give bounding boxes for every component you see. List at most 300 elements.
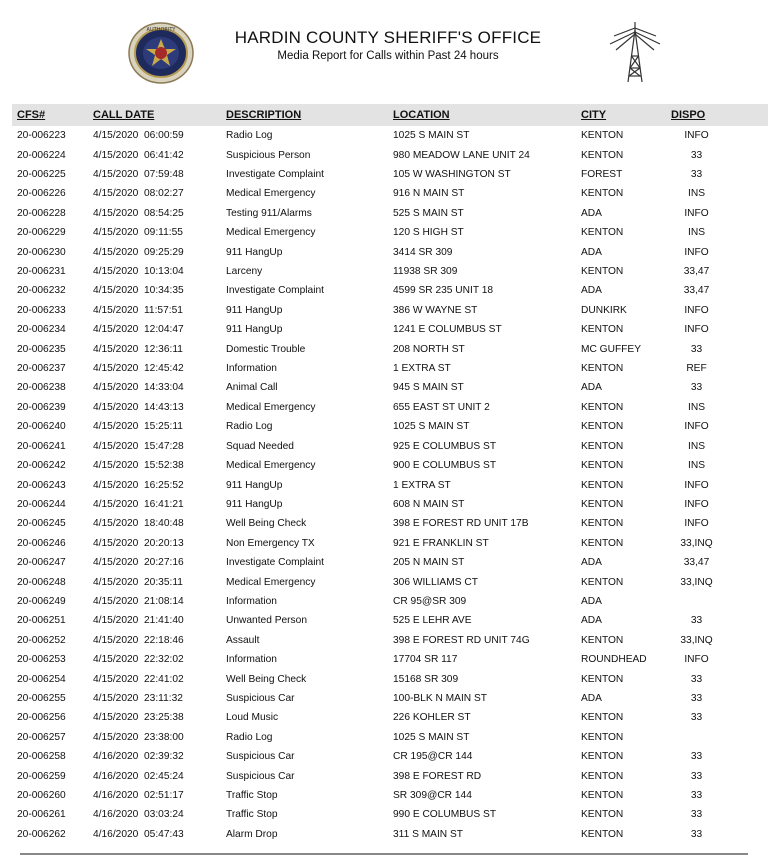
cell-location: CR 195@CR 144 [393,751,473,763]
cell-call-date [93,165,226,184]
cell-call-date [93,301,226,320]
cell-city: ADA [581,692,602,704]
call-date: 4/15/2020 [93,479,139,491]
cell-cfs: 20-006242 [17,460,66,472]
cell-cfs: 20-006223 [17,130,66,142]
cell-cfs: 20-006258 [17,751,66,763]
call-date: 4/15/2020 [93,227,139,239]
cell-dispo: INFO [684,498,709,510]
call-time: 06:41:42 [144,149,184,161]
cell-call-date [93,378,226,397]
table-row [12,766,768,785]
cell-city: KENTON [581,673,624,685]
call-time: 12:36:11 [144,343,183,355]
call-time: 10:13:04 [144,266,184,278]
cell-location: 1 EXTRA ST [393,479,451,491]
table-row [12,669,768,688]
cell-city: MC GUFFEY [581,343,641,355]
cell-city: KENTON [581,576,624,588]
cell-description: Animal Call [226,382,278,394]
cell-city: KENTON [581,751,624,763]
call-time: 09:11:55 [144,227,183,239]
cell-city: KENTON [581,460,624,472]
call-time: 15:25:11 [144,421,183,433]
cell-description: Well Being Check [226,673,307,685]
cell-cfs: 20-006229 [17,227,66,239]
cell-city: ROUNDHEAD [581,654,647,666]
call-date: 4/15/2020 [93,557,139,569]
cell-call-date [93,572,226,591]
table-row [12,242,768,261]
table-row [12,514,768,533]
cell-location: 1241 E COLUMBUS ST [393,324,502,336]
cell-cfs: 20-006247 [17,557,66,569]
cell-cfs: 20-006240 [17,421,66,433]
report-header [0,0,772,100]
call-time: 14:43:13 [144,401,184,413]
cell-location: 398 E FOREST RD [393,770,482,782]
call-date: 4/16/2020 [93,770,139,782]
cell-description: Traffic Stop [226,809,278,821]
cell-dispo: 33 [690,809,703,821]
cell-cfs: 20-006243 [17,479,66,491]
cell-call-date [93,766,226,785]
cell-call-date [93,475,226,494]
cell-city: KENTON [581,421,624,433]
cell-city: KENTON [581,634,624,646]
table-row [12,223,768,242]
column-header-call-date: CALL DATE [93,109,155,121]
cell-call-date [93,495,226,514]
call-time: 02:45:24 [144,770,184,782]
call-date: 4/16/2020 [93,790,139,802]
cell-city: KENTON [581,537,624,549]
cell-cfs: 20-006244 [17,498,66,510]
call-date: 4/15/2020 [93,654,139,666]
call-time: 02:51:17 [144,790,184,802]
table-row [12,456,768,475]
cell-location: 208 NORTH ST [393,343,465,355]
call-date: 4/15/2020 [93,421,139,433]
table-row [12,728,768,747]
cell-location: 900 E COLUMBUS ST [393,460,497,472]
bottom-divider [20,853,748,855]
cell-city: KENTON [581,518,624,530]
cell-location: 1025 S MAIN ST [393,130,470,142]
cell-call-date [93,650,226,669]
cell-cfs: 20-006234 [17,324,66,336]
cell-cfs: 20-006226 [17,188,66,200]
cell-description: Alarm Drop [226,828,278,840]
cell-dispo: INFO [684,654,709,666]
cell-dispo: 33,47 [683,557,710,569]
cell-dispo: INS [688,188,705,200]
call-time: 20:20:13 [144,537,184,549]
cell-location: 608 N MAIN ST [393,498,465,510]
call-date: 4/15/2020 [93,634,139,646]
table-row [12,592,768,611]
call-date: 4/15/2020 [93,401,139,413]
calls-table-container [12,104,768,844]
cell-location: 386 W WAYNE ST [393,304,478,316]
call-time: 16:41:21 [144,498,184,510]
cell-dispo: 33 [690,615,703,627]
cell-location: 17704 SR 117 [393,654,458,666]
cell-dispo: 33,47 [683,266,710,278]
cell-cfs: 20-006245 [17,518,66,530]
cell-cfs: 20-006241 [17,440,66,452]
cell-location: 205 N MAIN ST [393,557,465,569]
table-row [12,262,768,281]
cell-dispo [671,592,768,611]
cell-description: Traffic Stop [226,790,278,802]
cell-dispo: 33 [690,828,703,840]
table-row [12,708,768,727]
call-time: 06:00:59 [144,130,184,142]
column-header-description: DESCRIPTION [226,109,302,121]
cell-city: KENTON [581,130,624,142]
cell-description: Radio Log [226,130,273,142]
column-header-dispo: DISPO [671,109,706,121]
table-body [12,126,768,844]
cell-call-date [93,145,226,164]
cell-location: 925 E COLUMBUS ST [393,440,497,452]
cell-dispo: INS [688,227,705,239]
cell-cfs: 20-006238 [17,382,66,394]
cell-location: 311 S MAIN ST [393,828,464,840]
cell-description: Information [226,595,277,607]
cell-location: 398 E FOREST RD UNIT 74G [393,634,530,646]
cell-dispo: 33 [690,692,703,704]
cell-call-date [93,204,226,223]
call-date: 4/16/2020 [93,828,139,840]
table-row [12,534,768,553]
call-time: 16:25:52 [144,479,184,491]
cell-description: Loud Music [226,712,279,724]
cell-description: Assault [226,634,260,646]
table-row [12,689,768,708]
cell-call-date [93,708,226,727]
cell-call-date [93,281,226,300]
cell-location: 3414 SR 309 [393,246,453,258]
table-row [12,320,768,339]
cell-location: 120 S HIGH ST [393,227,464,239]
call-time: 10:34:35 [144,285,184,297]
cell-call-date [93,825,226,844]
cell-description: Medical Emergency [226,460,316,472]
cell-dispo: 33 [690,343,703,355]
call-time: 22:41:02 [144,673,184,685]
cell-city: KENTON [581,731,624,743]
cell-call-date [93,456,226,475]
cell-location: 1025 S MAIN ST [393,421,470,433]
cell-description: Investigate Complaint [226,169,324,181]
cell-cfs: 20-006239 [17,401,66,413]
cell-city: ADA [581,595,602,607]
call-time: 11:57:51 [144,304,183,316]
cell-city: KENTON [581,324,624,336]
cell-city: KENTON [581,828,624,840]
table-header-row [12,104,768,126]
call-date: 4/15/2020 [93,615,139,627]
cell-call-date [93,631,226,650]
cell-call-date [93,184,226,203]
call-time: 12:45:42 [144,363,184,375]
cell-description: Information [226,654,277,666]
cell-description: 911 HangUp [226,304,283,316]
cell-location: 525 E LEHR AVE [393,615,472,627]
call-date: 4/15/2020 [93,363,139,375]
cell-call-date [93,514,226,533]
cell-cfs: 20-006252 [17,634,66,646]
cell-description: 911 HangUp [226,479,283,491]
table-row [12,165,768,184]
cell-cfs: 20-006261 [17,809,66,821]
cell-dispo: INFO [684,304,709,316]
cell-city: KENTON [581,790,624,802]
cell-description: Suspicious Car [226,692,295,704]
cell-cfs: 20-006246 [17,537,66,549]
call-time: 20:35:11 [144,576,183,588]
table-row [12,475,768,494]
call-date: 4/15/2020 [93,518,139,530]
call-time: 23:38:00 [144,731,184,743]
cell-call-date [93,786,226,805]
call-time: 23:25:38 [144,712,184,724]
cell-city: FOREST [581,169,623,181]
cell-city: ADA [581,285,602,297]
table-row [12,184,768,203]
cell-cfs: 20-006255 [17,692,66,704]
call-time: 21:41:40 [144,615,184,627]
call-date: 4/15/2020 [93,692,139,704]
cell-location: 11938 SR 309 [393,266,458,278]
cell-dispo: 33 [690,712,703,724]
cell-city: KENTON [581,149,624,161]
cell-city: KENTON [581,440,624,452]
cell-dispo: 33 [690,790,703,802]
call-time: 22:32:02 [144,654,184,666]
cell-description: Well Being Check [226,518,307,530]
table-row [12,378,768,397]
cell-city: ADA [581,382,602,394]
cell-location: 921 E FRANKLIN ST [393,537,489,549]
cell-dispo: INS [688,460,705,472]
page-title: HARDIN COUNTY SHERIFF'S OFFICE [234,28,542,47]
cell-call-date [93,359,226,378]
table-row [12,747,768,766]
cell-cfs: 20-006228 [17,207,66,219]
cell-call-date [93,417,226,436]
cell-dispo: 33,47 [683,285,710,297]
table-row [12,805,768,824]
cell-description: Suspicious Car [226,751,295,763]
radio-tower-icon [606,20,664,84]
cell-cfs: 20-006256 [17,712,66,724]
cell-description: Unwanted Person [226,615,307,627]
cell-cfs: 20-006253 [17,654,66,666]
call-time: 03:03:24 [144,809,184,821]
cell-dispo: 33 [690,751,703,763]
cell-description: Radio Log [226,421,273,433]
call-date: 4/15/2020 [93,207,139,219]
call-date: 4/15/2020 [93,246,139,258]
table-row [12,126,768,145]
cell-description: Investigate Complaint [226,285,324,297]
cell-city: KENTON [581,809,624,821]
badge-logo-text: AUTHORITY [146,27,176,33]
cell-city: KENTON [581,227,624,239]
call-date: 4/15/2020 [93,537,139,549]
cell-city: KENTON [581,266,624,278]
cell-location: 15168 SR 309 [393,673,459,685]
table-row [12,417,768,436]
cell-dispo: INFO [684,324,709,336]
cell-call-date [93,553,226,572]
cell-cfs: 20-006262 [17,828,66,840]
cell-location: 1 EXTRA ST [393,363,451,375]
cell-cfs: 20-006248 [17,576,66,588]
cell-cfs: 20-006257 [17,731,66,743]
cell-location: 990 E COLUMBUS ST [393,809,497,821]
cell-location: SR 309@CR 144 [393,790,472,802]
call-date: 4/15/2020 [93,130,139,142]
cell-description: 911 HangUp [226,498,283,510]
cell-description: 911 HangUp [226,246,283,258]
cell-city: KENTON [581,363,624,375]
cell-cfs: 20-006230 [17,246,66,258]
cell-dispo: 33 [690,673,703,685]
cell-description: Domestic Trouble [226,343,306,355]
calls-table [12,104,768,844]
call-time: 20:27:16 [144,557,184,569]
cell-dispo [671,728,768,747]
cell-dispo: INFO [684,479,709,491]
call-time: 18:40:48 [144,518,184,530]
cell-city: ADA [581,246,602,258]
cell-description: Medical Emergency [226,401,316,413]
call-time: 21:08:14 [144,595,184,607]
cell-call-date [93,126,226,145]
table-row [12,145,768,164]
call-date: 4/15/2020 [93,498,139,510]
cell-description: Medical Emergency [226,576,316,588]
cell-call-date [93,398,226,417]
cell-dispo: 33 [690,169,703,181]
cell-dispo: 33,INQ [680,537,713,549]
cell-cfs: 20-006260 [17,790,66,802]
cell-description: Non Emergency TX [226,537,315,549]
cell-city: KENTON [581,498,624,510]
call-time: 15:47:28 [144,440,184,452]
cell-cfs: 20-006233 [17,304,66,316]
call-date: 4/15/2020 [93,285,139,297]
call-date: 4/15/2020 [93,266,139,278]
call-date: 4/15/2020 [93,595,139,607]
table-row [12,398,768,417]
cell-location: 1025 S MAIN ST [393,731,470,743]
call-date: 4/15/2020 [93,169,139,181]
cell-location: 105 W WASHINGTON ST [393,169,511,181]
cell-call-date [93,262,226,281]
cell-cfs: 20-006225 [17,169,66,181]
cell-cfs: 20-006232 [17,285,66,297]
cell-location: 525 S MAIN ST [393,207,464,219]
cell-city: KENTON [581,479,624,491]
cell-dispo: 33,INQ [680,634,713,646]
cell-cfs: 20-006254 [17,673,66,685]
table-row [12,359,768,378]
call-time: 09:25:29 [144,246,184,258]
cell-location: 100-BLK N MAIN ST [393,692,487,704]
table-row [12,281,768,300]
call-date: 4/15/2020 [93,576,139,588]
table-row [12,611,768,630]
cell-call-date [93,242,226,261]
cell-description: Suspicious Person [226,149,311,161]
cell-dispo: INS [688,440,705,452]
cell-description: Radio Log [226,731,273,743]
cell-description: Investigate Complaint [226,557,324,569]
table-row [12,437,768,456]
cell-cfs: 20-006259 [17,770,66,782]
table-row [12,339,768,358]
cell-dispo: INFO [684,130,709,142]
cell-location: 655 EAST ST UNIT 2 [393,401,490,413]
cell-description: Squad Needed [226,440,294,452]
cell-location: 398 E FOREST RD UNIT 17B [393,518,529,530]
cell-description: Medical Emergency [226,188,316,200]
cell-location: 226 KOHLER ST [393,712,471,724]
cell-dispo: INS [688,401,705,413]
cell-description: Suspicious Car [226,770,295,782]
call-time: 15:52:38 [144,460,184,472]
cell-city: ADA [581,615,602,627]
cell-call-date [93,320,226,339]
call-time: 22:18:46 [144,634,184,646]
cell-dispo: REF [686,363,707,375]
call-date: 4/15/2020 [93,304,139,316]
cell-cfs: 20-006235 [17,343,66,355]
cell-cfs: 20-006249 [17,595,66,607]
cell-call-date [93,805,226,824]
cell-dispo: 33,INQ [680,576,713,588]
cell-location: CR 95@SR 309 [393,595,467,607]
cell-description: Larceny [226,266,263,278]
cell-location: 945 S MAIN ST [393,382,464,394]
page-subtitle: Media Report for Calls within Past 24 hours [277,50,499,62]
cell-location: 306 WILLIAMS CT [393,576,478,588]
cell-call-date [93,611,226,630]
cell-call-date [93,728,226,747]
column-header-cfs: CFS# [17,109,46,121]
cell-description: 911 HangUp [226,324,283,336]
table-row [12,786,768,805]
cell-call-date [93,534,226,553]
call-date: 4/15/2020 [93,712,139,724]
cell-city: DUNKIRK [581,304,627,316]
call-time: 14:33:04 [144,382,184,394]
call-time: 02:39:32 [144,751,184,763]
call-date: 4/15/2020 [93,731,139,743]
table-row [12,631,768,650]
call-date: 4/16/2020 [93,751,139,763]
cell-description: Testing 911/Alarms [226,207,312,219]
call-time: 05:47:43 [144,828,184,840]
call-time: 12:04:47 [144,324,184,336]
cell-cfs: 20-006224 [17,149,66,161]
cell-cfs: 20-006237 [17,363,66,375]
